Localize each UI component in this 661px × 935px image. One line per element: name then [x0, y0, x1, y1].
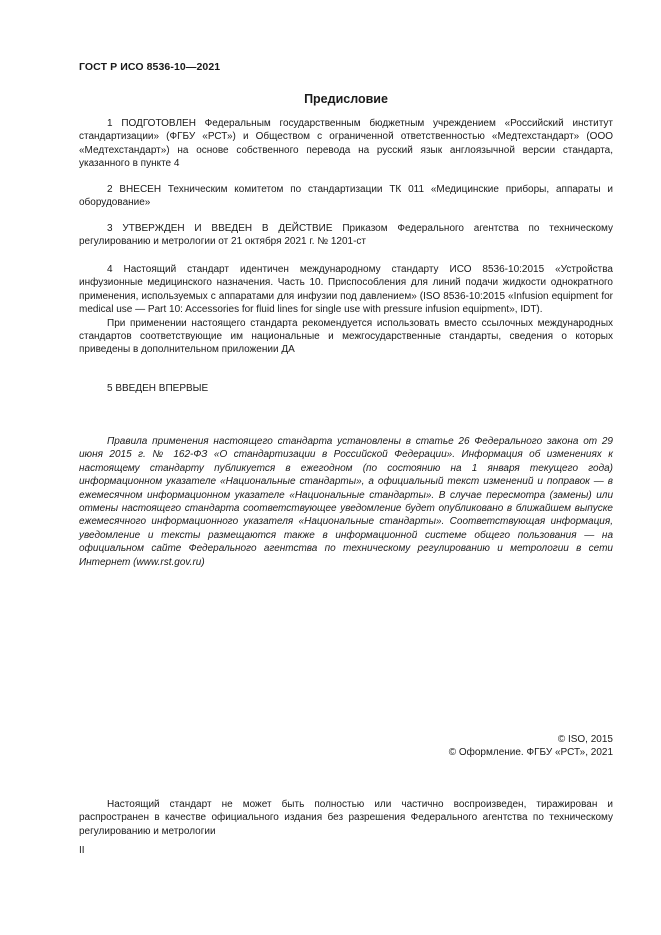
rules-note: [79, 435, 613, 569]
rules-note-text: Правила применения настоящего стандарта установлены в статье 26 Федерального закона от 29 июня 2015 г. № 162-ФЗ «О стандартизации в Российской Федерации». Информация об изменениях к настоящему стандарту публикуется в ежегодном (по состоянию на 1 января текущего года) информационном указателе «Национальные стандарты», а официальный текст изменений и поправок — в ежемесячном информационном указателе «Национальные стандарты». В случае пересмотра (замены) или отмены настоящего стандарта соответствующее уведомление будет опубликовано в ближайшем выпуске ежемесячного информационного указателя «Национальные стандарты». Соответствующая информация, уведомление и тексты размещаются также в информационной системе общего пользования — на официальном сайте Федерального агентства по техническому регулированию и метрологии в сети Интернет (www.rst.gov.ru): [79, 436, 613, 568]
doc-code-header: ГОСТ Р ИСО 8536-10—2021: [79, 61, 221, 73]
item-4: [79, 263, 613, 357]
reproduction-note: [79, 798, 613, 838]
reproduction-note-text: Настоящий стандарт не может быть полностью или частично воспроизведен, тиражирован и распространен в качестве официального издания без разрешения Федерального агентства по техническому регулированию и метрологии: [79, 799, 613, 837]
item-2-text: 2 ВНЕСЕН Техническим комитетом по стандартизации ТК 011 «Медицинские приборы, аппараты и оборудование»: [79, 184, 613, 209]
copyright-block: [449, 733, 613, 760]
item-1: [79, 117, 613, 171]
item-3: [79, 222, 613, 249]
item-1-text: 1 ПОДГОТОВЛЕН Федеральным государственным бюджетным учреждением «Российский институт стандартизации» (ФГБУ «РСТ») и Обществом с ограниченной ответственностью «Медтехстандарт» (ООО «Медтехстандарт») на основе собственного перевода на русский язык англоязычной версии стандарта, указанного в пункте 4: [79, 118, 613, 170]
copyright-iso: © ISO, 2015: [557, 734, 613, 745]
section-title: Предисловие: [304, 92, 388, 106]
item-5: [79, 382, 613, 395]
item-4-usage-text: При применении настоящего стандарта рекомендуется использовать вместо ссылочных международных стандартов соответствующие им национальные и межгосударственные стандарты, сведения о которых приведены в дополнительном приложении ДА: [79, 317, 613, 356]
copyright-design: © Оформление. ФГБУ «РСТ», 2021: [448, 747, 613, 759]
item-5-text: 5 ВВЕДЕН ВПЕРВЫЕ: [107, 383, 209, 394]
item-4-text: 4 Настоящий стандарт идентичен международному стандарту ИСО 8536-10:2015 «Устройства инфузионные медицинского назначения. Часть 10. Приспособления для линий подачи жидкости однократного применения, используемых с аппаратами для инфузии под давлением» (ISO 8536-10:2015 «Infusion equipment for medical use — Part 10: Accessories for fluid lines for single use with pressure infusion equipment», IDT).: [79, 264, 613, 316]
item-3-text: 3 УТВЕРЖДЕН И ВВЕДЕН В ДЕЙСТВИЕ Приказом Федерального агентства по техническому регулированию и метрологии от 21 октября 2021 г. № 1201-ст: [79, 223, 613, 248]
page-number: II: [79, 845, 85, 856]
item-2: [79, 183, 613, 210]
